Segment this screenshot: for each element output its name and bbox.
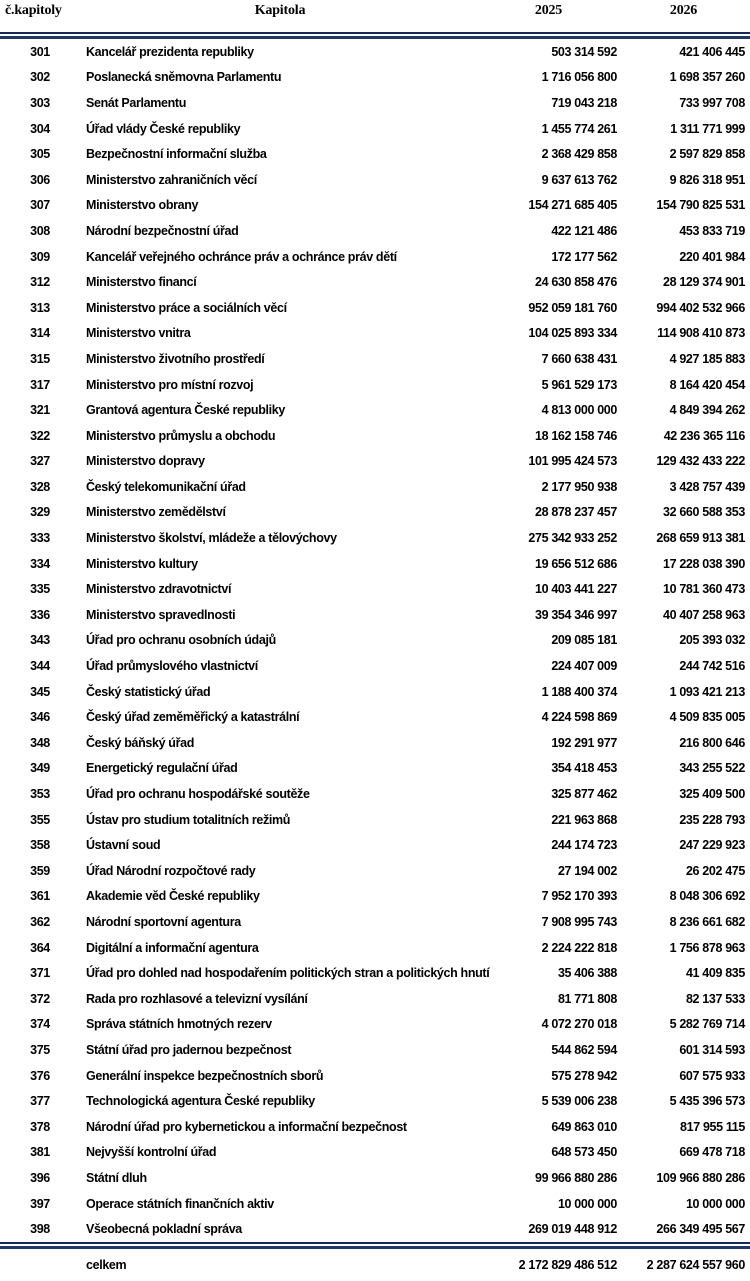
table-row: [0, 576, 750, 602]
amount-2025-cell: 7 952 170 393: [541, 889, 617, 904]
table-row: [0, 218, 750, 244]
amount-2026-cell: 235 228 793: [679, 812, 745, 827]
table-row: [0, 65, 750, 91]
chapter-name-cell: Státní dluh: [86, 1170, 147, 1185]
amount-2026-cell: 266 349 495 567: [656, 1222, 745, 1237]
amount-2025-cell: 81 771 808: [557, 991, 617, 1006]
chapter-no-cell: 396: [30, 1170, 50, 1185]
chapter-no-cell: 375: [30, 1042, 50, 1057]
amount-2026-cell: 601 314 593: [679, 1042, 745, 1057]
chapter-name-cell: Ministerstvo životního prostředí: [86, 351, 265, 366]
table-row: [0, 1191, 750, 1217]
amount-2025-cell: 27 194 002: [557, 863, 617, 878]
amount-2025-cell: 1 455 774 261: [541, 121, 617, 136]
amount-2025-cell: 192 291 977: [551, 735, 617, 750]
amount-2025-cell: 575 278 942: [551, 1068, 617, 1083]
amount-2025-cell: 104 025 893 334: [528, 326, 617, 341]
chapter-no-cell: 334: [30, 556, 50, 571]
table-row: [0, 1088, 750, 1114]
chapter-name-cell: Ústavní soud: [86, 838, 161, 853]
amount-2025-cell: 19 656 512 686: [535, 556, 617, 571]
chapter-name-cell: Úřad pro ochranu osobních údajů: [86, 633, 276, 648]
chapter-name-cell: Český báňský úřad: [86, 735, 194, 750]
amount-2025-cell: 354 418 453: [551, 761, 617, 776]
chapter-name-cell: Ministerstvo dopravy: [86, 454, 205, 469]
amount-2026-cell: 8 236 661 682: [669, 914, 745, 929]
amount-2026-cell: 325 409 500: [679, 787, 745, 802]
amount-2025-cell: 24 630 858 476: [535, 275, 617, 290]
amount-2025-cell: 209 085 181: [551, 633, 617, 648]
total-row: [0, 1249, 750, 1281]
table-row: [0, 884, 750, 910]
table-row: [0, 423, 750, 449]
table-row: [0, 858, 750, 884]
table-row: [0, 807, 750, 833]
amount-2026-cell: 453 833 719: [679, 223, 745, 238]
amount-2026-cell: 733 997 708: [679, 95, 745, 110]
amount-2025-cell: 269 019 448 912: [528, 1222, 617, 1237]
amount-2026-cell: 421 406 445: [679, 44, 745, 59]
table-row: [0, 960, 750, 986]
amount-2026-cell: 4 927 185 883: [669, 351, 745, 366]
chapter-name-cell: Ministerstvo vnitra: [86, 326, 191, 341]
table-row: [0, 39, 750, 65]
chapter-name-cell: Operace státních finančních aktiv: [86, 1196, 274, 1211]
chapter-no-cell: 353: [30, 787, 50, 802]
chapter-no-cell: 327: [30, 454, 50, 469]
chapter-no-cell: 378: [30, 1119, 50, 1134]
chapter-name-cell: Český telekomunikační úřad: [86, 479, 246, 494]
chapter-no-cell: 343: [30, 633, 50, 648]
chapter-no-cell: 381: [30, 1145, 50, 1160]
chapter-name-cell: Úřad průmyslového vlastnictví: [86, 659, 258, 674]
chapter-name-cell: Grantová agentura České republiky: [86, 403, 285, 418]
table-row: [0, 1114, 750, 1140]
chapter-name-cell: Senát Parlamentu: [86, 95, 186, 110]
amount-2025-cell: 422 121 486: [551, 223, 617, 238]
amount-2025-cell: 1 716 056 800: [541, 70, 617, 85]
chapter-no-cell: 355: [30, 812, 50, 827]
amount-2025-cell: 4 813 000 000: [541, 403, 617, 418]
amount-2026-cell: 109 966 880 286: [656, 1170, 745, 1185]
chapter-name-cell: Úřad pro ochranu hospodářské soutěže: [86, 787, 310, 802]
chapter-name-cell: Úřad vlády České republiky: [86, 121, 241, 136]
chapter-name-cell: Ministerstvo spravedlnosti: [86, 607, 236, 622]
amount-2026-cell: 1 093 421 213: [669, 684, 745, 699]
table-row: [0, 269, 750, 295]
amount-2026-cell: 10 000 000: [685, 1196, 745, 1211]
chapter-no-cell: 336: [30, 607, 50, 622]
amount-2026-cell: 40 407 258 963: [663, 607, 745, 622]
chapter-no-cell: 314: [30, 326, 50, 341]
chapter-no-cell: 344: [30, 659, 50, 674]
amount-2026-cell: 41 409 835: [685, 966, 745, 981]
amount-2026-cell: 8 164 420 454: [669, 377, 745, 392]
amount-2026-cell: 994 402 532 966: [656, 300, 745, 315]
amount-2026-cell: 220 401 984: [679, 249, 745, 264]
chapter-no-cell: 362: [30, 914, 50, 929]
table-row: [0, 346, 750, 372]
table-row: [0, 372, 750, 398]
chapter-name-cell: Český úřad zeměměřický a katastrální: [86, 710, 300, 725]
table-row: [0, 1063, 750, 1089]
table-row: [0, 1037, 750, 1063]
chapter-no-cell: 348: [30, 735, 50, 750]
chapter-name-cell: Ministerstvo zdravotnictví: [86, 582, 232, 597]
chapter-no-cell: 301: [30, 44, 50, 59]
chapter-no-cell: 315: [30, 351, 50, 366]
amount-2026-cell: 8 048 306 692: [669, 889, 745, 904]
amount-2025-cell: 5 961 529 173: [541, 377, 617, 392]
amount-2025-cell: 952 059 181 760: [528, 300, 617, 315]
chapter-name-cell: Národní sportovní agentura: [86, 914, 241, 929]
amount-2026-cell: 1 311 771 999: [670, 121, 745, 136]
table-row: [0, 295, 750, 321]
amount-2025-cell: 5 539 006 238: [541, 1094, 617, 1109]
chapter-no-cell: 329: [30, 505, 50, 520]
column-header-chapter: Kapitola: [254, 3, 306, 18]
chapter-no-cell: 349: [30, 761, 50, 776]
chapter-name-cell: Úřad pro dohled nad hospodařením politických stran a politických hnutí: [86, 966, 490, 981]
chapter-no-cell: 317: [30, 377, 50, 392]
table-row: [0, 832, 750, 858]
table-row: [0, 244, 750, 270]
amount-2025-cell: 10 000 000: [557, 1196, 617, 1211]
chapter-no-cell: 308: [30, 223, 50, 238]
amount-2026-cell: 10 781 360 473: [663, 582, 745, 597]
table-row: [0, 679, 750, 705]
amount-2025-cell: 2 368 429 858: [541, 147, 617, 162]
chapter-no-cell: 312: [30, 275, 50, 290]
chapter-no-cell: 328: [30, 479, 50, 494]
table-row: [0, 167, 750, 193]
table-row: [0, 986, 750, 1012]
chapter-name-cell: Ministerstvo zemědělství: [86, 505, 226, 520]
amount-2025-cell: 2 224 222 818: [541, 940, 617, 955]
amount-2026-cell: 216 800 646: [679, 735, 745, 750]
chapter-name-cell: Ministerstvo financí: [86, 275, 197, 290]
chapter-name-cell: Rada pro rozhlasové a televizní vysílání: [86, 991, 308, 1006]
amount-2026-cell: 32 660 588 353: [663, 505, 745, 520]
amount-2025-cell: 35 406 388: [557, 966, 617, 981]
chapter-name-cell: Bezpečnostní informační služba: [86, 147, 267, 162]
amount-2025-cell: 4 224 598 869: [541, 710, 617, 725]
amount-2026-cell: 114 908 410 873: [657, 326, 745, 341]
chapter-no-cell: 361: [30, 889, 50, 904]
amount-2026-cell: 3 428 757 439: [669, 479, 745, 494]
chapter-no-cell: 304: [30, 121, 50, 136]
chapter-no-cell: 303: [30, 95, 50, 110]
chapter-name-cell: Digitální a informační agentura: [86, 940, 259, 955]
chapter-name-cell: Úřad Národní rozpočtové rady: [86, 863, 256, 878]
amount-2026-cell: 244 742 516: [679, 659, 745, 674]
chapter-name-cell: Kancelář prezidenta republiky: [86, 44, 254, 59]
table-row: [0, 321, 750, 347]
table-row: [0, 500, 750, 526]
table-row: [0, 730, 750, 756]
chapter-name-cell: Poslanecká sněmovna Parlamentu: [86, 70, 282, 85]
table-row: [0, 1165, 750, 1191]
table-row: [0, 628, 750, 654]
chapter-name-cell: Generální inspekce bezpečnostních sborů: [86, 1068, 324, 1083]
chapter-no-cell: 346: [30, 710, 50, 725]
chapter-name-cell: Technologická agentura České republiky: [86, 1094, 315, 1109]
amount-2025-cell: 154 271 685 405: [528, 198, 617, 213]
chapter-no-cell: 397: [30, 1196, 50, 1211]
amount-2026-cell: 82 137 533: [685, 991, 745, 1006]
chapter-name-cell: Ministerstvo kultury: [86, 556, 198, 571]
total-2026: 2 287 624 557 960: [646, 1257, 745, 1272]
chapter-no-cell: 322: [30, 428, 50, 443]
chapter-no-cell: 309: [30, 249, 50, 264]
amount-2026-cell: 205 393 032: [679, 633, 745, 648]
chapter-no-cell: 333: [30, 531, 50, 546]
chapter-name-cell: Ministerstvo obrany: [86, 198, 199, 213]
chapter-no-cell: 374: [30, 1017, 50, 1032]
amount-2026-cell: 129 432 433 222: [656, 454, 745, 469]
chapter-no-cell: 372: [30, 991, 50, 1006]
table-row: [0, 551, 750, 577]
table-row: [0, 602, 750, 628]
amount-2026-cell: 28 129 374 901: [663, 275, 745, 290]
chapter-name-cell: Ministerstvo zahraničních věcí: [86, 172, 257, 187]
amount-2026-cell: 268 659 913 381: [656, 531, 745, 546]
table-row: [0, 1012, 750, 1038]
chapter-name-cell: Akademie věd České republiky: [86, 889, 260, 904]
amount-2025-cell: 244 174 723: [551, 838, 617, 853]
amount-2025-cell: 719 043 218: [551, 95, 617, 110]
table-row: [0, 449, 750, 475]
table-row: [0, 653, 750, 679]
table-row: [0, 141, 750, 167]
table-row: [0, 756, 750, 782]
amount-2025-cell: 1 188 400 374: [541, 684, 617, 699]
chapter-no-cell: 364: [30, 940, 50, 955]
amount-2025-cell: 7 908 995 743: [541, 914, 617, 929]
chapter-no-cell: 371: [30, 966, 50, 981]
amount-2025-cell: 325 877 462: [551, 787, 617, 802]
amount-2026-cell: 26 202 475: [685, 863, 745, 878]
chapter-no-cell: 358: [30, 838, 50, 853]
column-header-2026: 2026: [669, 3, 698, 18]
table-row: [0, 397, 750, 423]
chapter-name-cell: Kancelář veřejného ochránce práv a ochránce práv dětí: [86, 249, 397, 264]
chapter-no-cell: 345: [30, 684, 50, 699]
chapter-name-cell: Správa státních hmotných rezerv: [86, 1017, 272, 1032]
amount-2026-cell: 154 790 825 531: [656, 198, 745, 213]
amount-2025-cell: 28 878 237 457: [535, 505, 617, 520]
amount-2025-cell: 10 403 441 227: [535, 582, 617, 597]
table-body: [0, 39, 750, 1242]
chapter-no-cell: 376: [30, 1068, 50, 1083]
chapter-no-cell: 335: [30, 582, 50, 597]
amount-2025-cell: 39 354 346 997: [535, 607, 617, 622]
amount-2026-cell: 17 228 038 390: [663, 556, 745, 571]
amount-2025-cell: 221 963 868: [551, 812, 617, 827]
amount-2025-cell: 649 863 010: [551, 1119, 617, 1134]
amount-2025-cell: 648 573 450: [551, 1145, 617, 1160]
column-header-2025: 2025: [534, 3, 563, 18]
amount-2025-cell: 7 660 638 431: [541, 351, 617, 366]
chapter-name-cell: Nejvyšší kontrolní úřad: [86, 1145, 217, 1160]
amount-2025-cell: 275 342 933 252: [528, 531, 617, 546]
chapter-name-cell: Národní bezpečnostní úřad: [86, 223, 239, 238]
chapter-name-cell: Energetický regulační úřad: [86, 761, 238, 776]
table-row: [0, 1216, 750, 1242]
amount-2026-cell: 5 435 396 573: [669, 1094, 745, 1109]
chapter-no-cell: 306: [30, 172, 50, 187]
amount-2026-cell: 817 955 115: [680, 1119, 745, 1134]
table-row: [0, 935, 750, 961]
table-row: [0, 525, 750, 551]
chapter-no-cell: 302: [30, 70, 50, 85]
table-row: [0, 909, 750, 935]
amount-2026-cell: 343 255 522: [679, 761, 745, 776]
amount-2026-cell: 5 282 769 714: [669, 1017, 745, 1032]
chapter-no-cell: 307: [30, 198, 50, 213]
amount-2025-cell: 18 162 158 746: [535, 428, 617, 443]
chapter-no-cell: 398: [30, 1222, 50, 1237]
table-row: [0, 193, 750, 219]
amount-2025-cell: 224 407 009: [551, 659, 617, 674]
chapter-name-cell: Český statistický úřad: [86, 684, 211, 699]
amount-2025-cell: 101 995 424 573: [528, 454, 617, 469]
amount-2026-cell: 4 509 835 005: [669, 710, 745, 725]
table-row: [0, 90, 750, 116]
amount-2026-cell: 2 597 829 858: [669, 147, 745, 162]
amount-2026-cell: 247 229 923: [679, 838, 745, 853]
amount-2026-cell: 1 698 357 260: [669, 70, 745, 85]
table-row: [0, 704, 750, 730]
chapter-name-cell: Ministerstvo školství, mládeže a tělovýchovy: [86, 531, 337, 546]
amount-2026-cell: 1 756 878 963: [669, 940, 745, 955]
amount-2025-cell: 544 862 594: [551, 1042, 617, 1057]
table-header-row: [0, 0, 750, 32]
total-label: celkem: [86, 1257, 127, 1272]
chapter-name-cell: Ministerstvo práce a sociálních věcí: [86, 300, 287, 315]
column-header-chapter-no: č.kapitoly: [5, 3, 62, 18]
chapter-name-cell: Všeobecná pokladní správa: [86, 1222, 242, 1237]
chapter-name-cell: Státní úřad pro jadernou bezpečnost: [86, 1042, 292, 1057]
chapter-no-cell: 377: [30, 1094, 50, 1109]
chapter-no-cell: 359: [30, 863, 50, 878]
table-row: [0, 474, 750, 500]
chapter-name-cell: Ministerstvo pro místní rozvoj: [86, 377, 254, 392]
amount-2025-cell: 503 314 592: [551, 44, 617, 59]
amount-2026-cell: 607 575 933: [679, 1068, 745, 1083]
total-2025: 2 172 829 486 512: [518, 1257, 617, 1272]
chapter-name-cell: Ministerstvo průmyslu a obchodu: [86, 428, 276, 443]
amount-2026-cell: 4 849 394 262: [669, 403, 745, 418]
table-row: [0, 116, 750, 142]
table-row: [0, 1140, 750, 1166]
table-row: [0, 781, 750, 807]
amount-2025-cell: 2 177 950 938: [541, 479, 617, 494]
chapter-no-cell: 321: [30, 403, 50, 418]
amount-2025-cell: 172 177 562: [551, 249, 617, 264]
amount-2025-cell: 9 637 613 762: [541, 172, 617, 187]
chapter-name-cell: Národní úřad pro kybernetickou a informační bezpečnost: [86, 1119, 407, 1134]
amount-2026-cell: 42 236 365 116: [663, 428, 745, 443]
amount-2025-cell: 99 966 880 286: [535, 1170, 617, 1185]
amount-2026-cell: 669 478 718: [679, 1145, 745, 1160]
amount-2026-cell: 9 826 318 951: [669, 172, 745, 187]
chapter-no-cell: 305: [30, 147, 50, 162]
chapter-no-cell: 313: [30, 300, 50, 315]
amount-2025-cell: 4 072 270 018: [541, 1017, 617, 1032]
chapter-name-cell: Ústav pro studium totalitních režimů: [86, 812, 291, 827]
